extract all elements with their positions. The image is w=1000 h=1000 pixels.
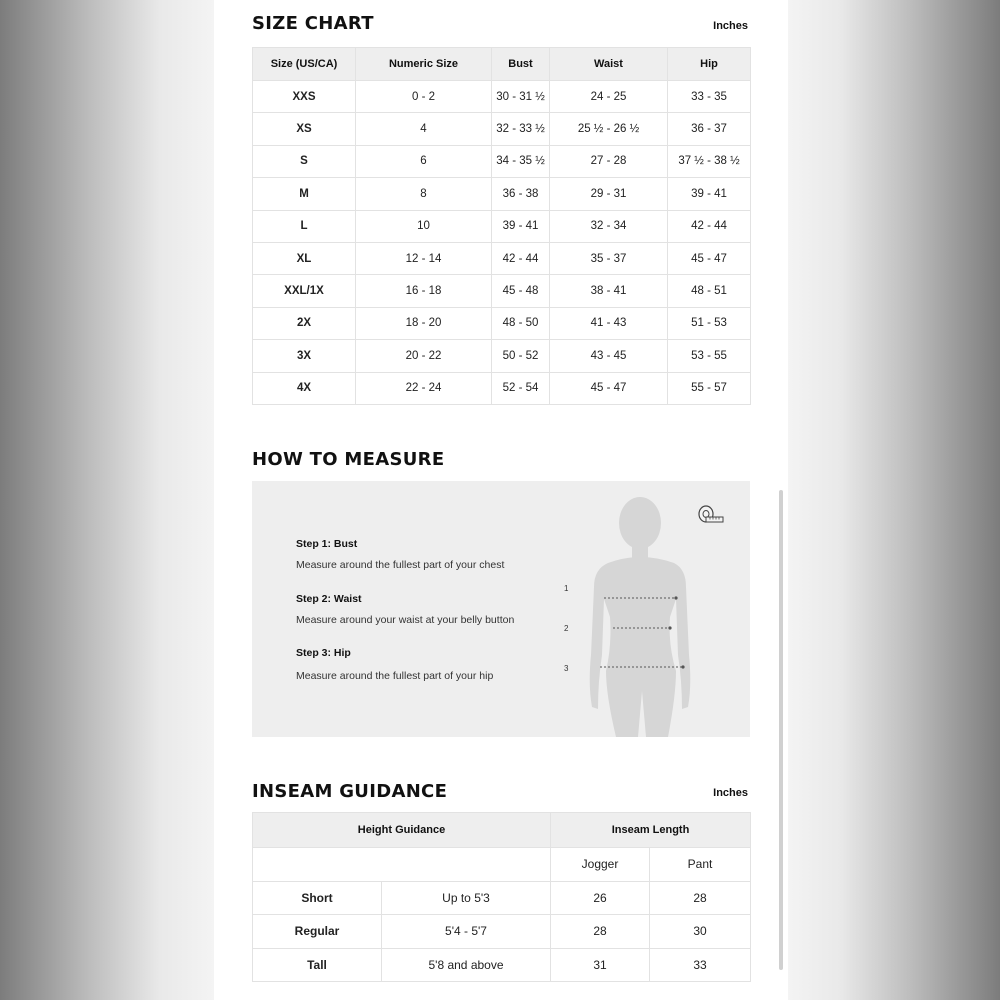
- cell-hip: 39 - 41: [668, 178, 751, 210]
- column-header-size: Size (US/CA): [253, 48, 356, 81]
- cell-numeric-size: 4: [356, 113, 492, 145]
- cell-height-category: Regular: [253, 915, 382, 949]
- column-header-numeric-size: Numeric Size: [356, 48, 492, 81]
- cell-bust: 34 - 35 ½: [492, 145, 550, 177]
- cell-size: XL: [253, 242, 356, 274]
- cell-numeric-size: 8: [356, 178, 492, 210]
- step-1-title: Step 1: Bust: [296, 538, 358, 550]
- column-header-height-guidance: Height Guidance: [253, 813, 551, 848]
- cell-waist: 43 - 45: [550, 340, 668, 372]
- body-silhouette-illustration: [582, 495, 712, 737]
- cell-waist: 45 - 47: [550, 372, 668, 404]
- step-3-title: Step 3: Hip: [296, 647, 351, 659]
- size-chart-units: Inches: [713, 20, 748, 32]
- cell-jogger-inseam: 31: [551, 948, 650, 982]
- cell-numeric-size: 18 - 20: [356, 307, 492, 339]
- table-row: [253, 948, 751, 982]
- cell-height-range: Up to 5'3: [382, 881, 551, 915]
- inseam-header-row: [253, 813, 751, 848]
- size-guide-page: [214, 0, 788, 1000]
- cell-numeric-size: 10: [356, 210, 492, 242]
- size-chart-title: SIZE CHART: [252, 13, 374, 34]
- table-row: [253, 340, 751, 372]
- table-row: [253, 81, 751, 113]
- how-to-measure-title: HOW TO MEASURE: [252, 449, 445, 470]
- cell-waist: 41 - 43: [550, 307, 668, 339]
- cell-hip: 51 - 53: [668, 307, 751, 339]
- table-row: [253, 178, 751, 210]
- cell-pant-inseam: 28: [650, 881, 751, 915]
- cell-waist: 35 - 37: [550, 242, 668, 274]
- table-row: [253, 915, 751, 949]
- size-chart-header-row: [253, 48, 751, 81]
- cell-numeric-size: 6: [356, 145, 492, 177]
- table-row: [253, 145, 751, 177]
- cell-waist: 24 - 25: [550, 81, 668, 113]
- cell-bust: 32 - 33 ½: [492, 113, 550, 145]
- cell-hip: 48 - 51: [668, 275, 751, 307]
- step-3-text: Measure around the fullest part of your hip: [296, 670, 494, 682]
- cell-bust: 52 - 54: [492, 372, 550, 404]
- cell-height-range: 5'4 - 5'7: [382, 915, 551, 949]
- column-header-inseam-length: Inseam Length: [551, 813, 751, 848]
- cell-size: M: [253, 178, 356, 210]
- cell-size: XXL/1X: [253, 275, 356, 307]
- cell-waist: 38 - 41: [550, 275, 668, 307]
- cell-bust: 30 - 31 ½: [492, 81, 550, 113]
- inseam-subheader-row: [253, 848, 751, 882]
- cell-hip: 37 ½ - 38 ½: [668, 145, 751, 177]
- marker-2: 2: [564, 624, 569, 633]
- step-2-text: Measure around your waist at your belly button: [296, 614, 515, 626]
- table-row: [253, 242, 751, 274]
- cell-hip: 45 - 47: [668, 242, 751, 274]
- cell-numeric-size: 20 - 22: [356, 340, 492, 372]
- blank-cell: [253, 848, 551, 882]
- column-header-hip: Hip: [668, 48, 751, 81]
- inseam-guidance-units: Inches: [713, 787, 748, 799]
- measuring-tape-icon: [697, 503, 725, 525]
- inseam-guidance-table: [252, 812, 751, 982]
- step-1-text: Measure around the fullest part of your chest: [296, 559, 505, 571]
- inseam-guidance-title: INSEAM GUIDANCE: [252, 781, 448, 802]
- cell-hip: 42 - 44: [668, 210, 751, 242]
- column-header-waist: Waist: [550, 48, 668, 81]
- cell-bust: 39 - 41: [492, 210, 550, 242]
- cell-bust: 50 - 52: [492, 340, 550, 372]
- subheader-pant: Pant: [650, 848, 751, 882]
- cell-numeric-size: 12 - 14: [356, 242, 492, 274]
- cell-size: XS: [253, 113, 356, 145]
- cell-numeric-size: 0 - 2: [356, 81, 492, 113]
- cell-height-category: Short: [253, 881, 382, 915]
- cell-jogger-inseam: 28: [551, 915, 650, 949]
- marker-1: 1: [564, 584, 569, 593]
- table-row: [253, 372, 751, 404]
- table-row: [253, 307, 751, 339]
- cell-bust: 48 - 50: [492, 307, 550, 339]
- cell-hip: 53 - 55: [668, 340, 751, 372]
- cell-waist: 25 ½ - 26 ½: [550, 113, 668, 145]
- cell-numeric-size: 16 - 18: [356, 275, 492, 307]
- step-2-title: Step 2: Waist: [296, 593, 362, 605]
- table-row: [253, 113, 751, 145]
- cell-bust: 36 - 38: [492, 178, 550, 210]
- table-row: [253, 275, 751, 307]
- subheader-jogger: Jogger: [551, 848, 650, 882]
- cell-size: 4X: [253, 372, 356, 404]
- cell-size: L: [253, 210, 356, 242]
- cell-hip: 36 - 37: [668, 113, 751, 145]
- cell-size: 3X: [253, 340, 356, 372]
- cell-pant-inseam: 33: [650, 948, 751, 982]
- cell-bust: 45 - 48: [492, 275, 550, 307]
- cell-pant-inseam: 30: [650, 915, 751, 949]
- cell-bust: 42 - 44: [492, 242, 550, 274]
- cell-waist: 32 - 34: [550, 210, 668, 242]
- size-chart-table: [252, 47, 751, 405]
- scrollbar[interactable]: [779, 490, 783, 970]
- table-row: [253, 881, 751, 915]
- table-row: [253, 210, 751, 242]
- column-header-bust: Bust: [492, 48, 550, 81]
- cell-height-range: 5'8 and above: [382, 948, 551, 982]
- cell-hip: 55 - 57: [668, 372, 751, 404]
- marker-3: 3: [564, 664, 569, 673]
- cell-height-category: Tall: [253, 948, 382, 982]
- cell-jogger-inseam: 26: [551, 881, 650, 915]
- cell-waist: 27 - 28: [550, 145, 668, 177]
- cell-hip: 33 - 35: [668, 81, 751, 113]
- cell-size: 2X: [253, 307, 356, 339]
- cell-numeric-size: 22 - 24: [356, 372, 492, 404]
- cell-size: XXS: [253, 81, 356, 113]
- cell-size: S: [253, 145, 356, 177]
- how-to-measure-panel: [252, 481, 750, 737]
- cell-waist: 29 - 31: [550, 178, 668, 210]
